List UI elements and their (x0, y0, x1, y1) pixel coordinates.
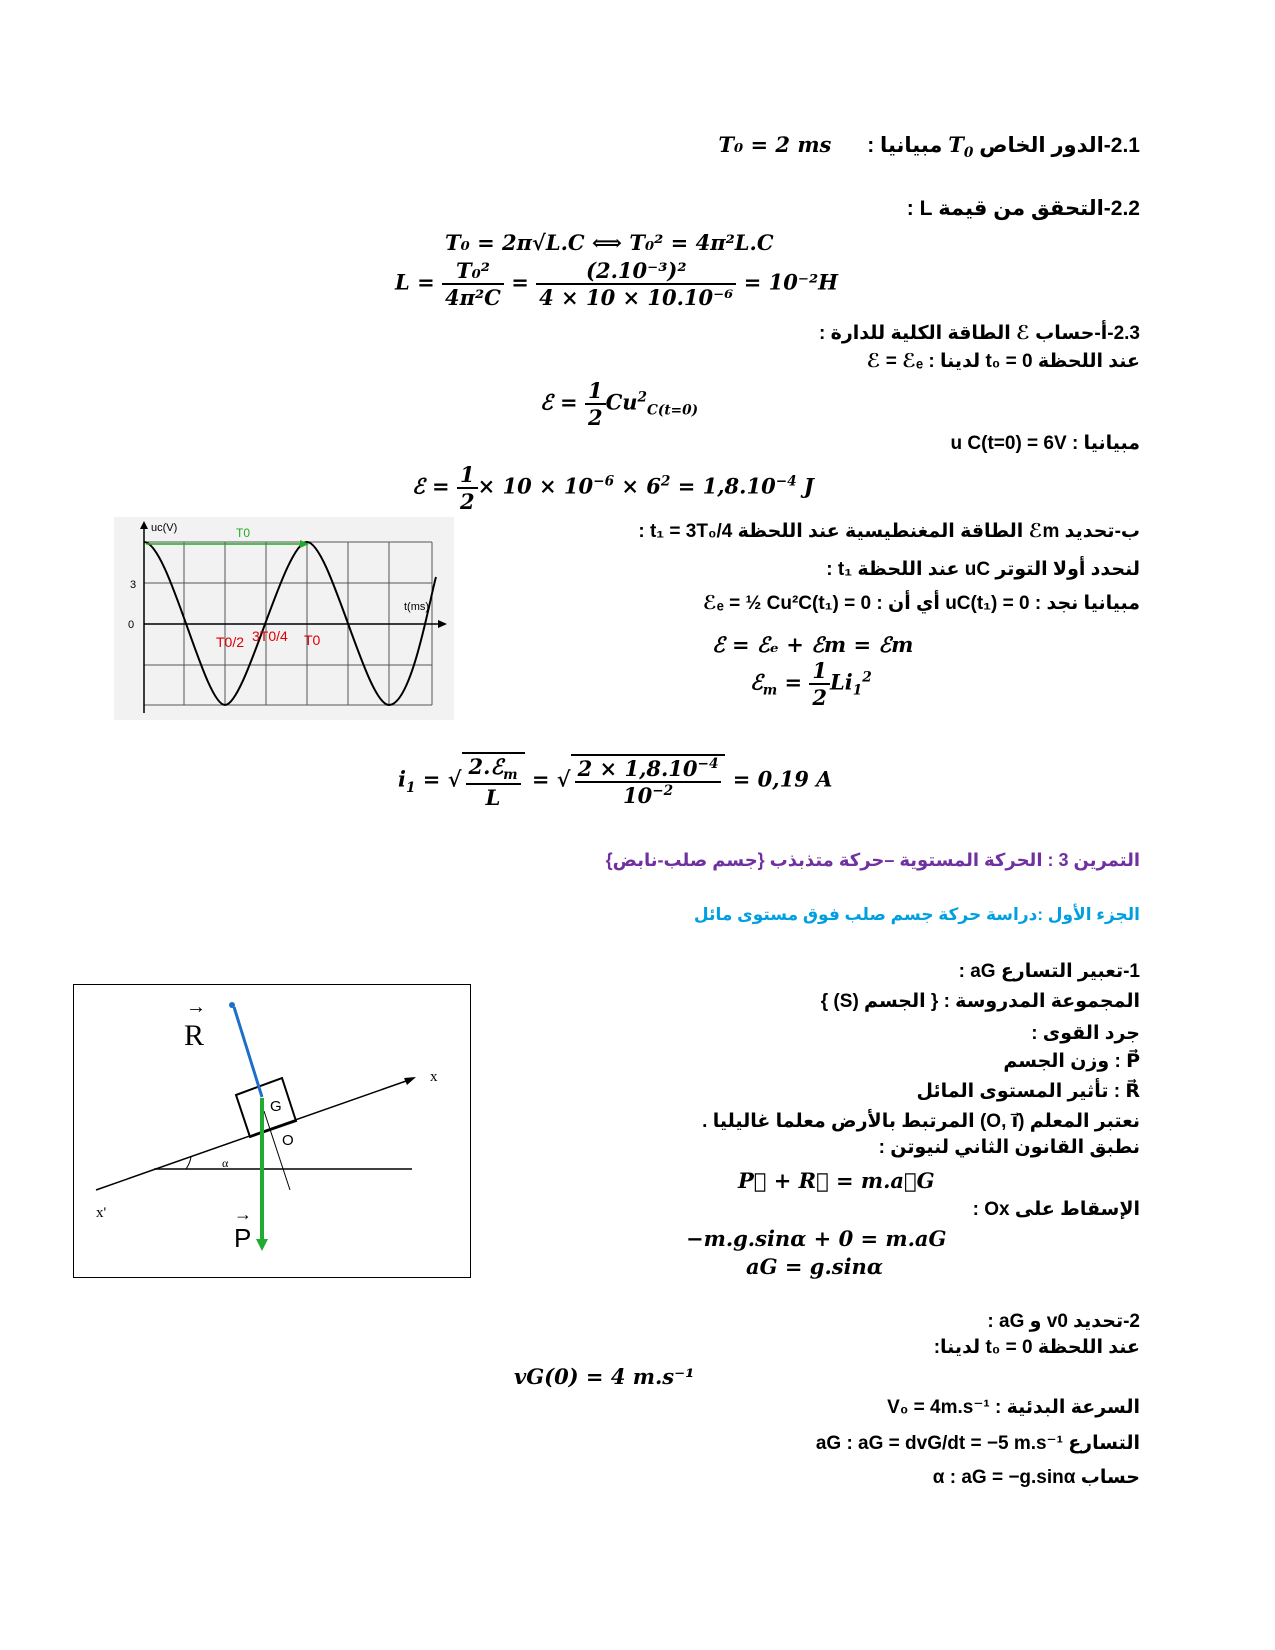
q2-initial-instant: عند اللحظة t₀ = 0 لدينا: (933, 1337, 1140, 1358)
acceleration-value-line: التسارع aG : aG = dvG/dt = −5 m.s⁻¹ (815, 1433, 1140, 1454)
part-1-title: الجزء الأول :دراسة حركة جسم صلب فوق مستوى مائل (693, 905, 1140, 924)
voltage-zero-line: مبيانيا نجد : uC(t₁) = 0 أي أن : ℰₑ = ½ Cu²C(t₁) = 0 (702, 593, 1140, 614)
exercise-3-title: التمرين 3 : الحركة المستوية –حركة متذبذب {جسم صلب-نابض} (605, 850, 1140, 870)
total-energy-formula: ℰ = $\frac{1}{2}$ $Cu^2_{C(t=0)}$ (540, 378, 699, 430)
inductance-calculation: L = $\frac{\text{T₀²}}{\text{4π²C}}$ = $\frac{\text{(2.10⁻³)²}}{\text{4 × 10 × 10.10⁻⁶}}$ = 10⁻²H (395, 258, 839, 310)
center-g-label: G (270, 1098, 282, 1115)
mark-half-period: T0/2 (216, 634, 245, 650)
voltage-at-t1-line: لنحدد أولا التوتر uC عند اللحظة t₁ : (826, 559, 1140, 580)
x-axis-label: t(ms) (404, 601, 430, 613)
initial-instant-line: عند اللحظة t₀ = 0 لدينا : ℰ = ℰₑ (866, 351, 1140, 372)
weight-label: P (234, 1223, 252, 1253)
mark-three-quarter-period: 3T0/4 (252, 628, 288, 644)
reaction-label: R (184, 1019, 205, 1052)
initial-velocity-formula: vG(0) = 4 m.s⁻¹ (514, 1364, 695, 1389)
alpha-calculation-line: حساب α : aG = −g.sinα (932, 1467, 1140, 1488)
section-2-2-label: 2.2-التحقق من قيمة L : (906, 197, 1140, 220)
alpha-label: α (222, 1156, 229, 1170)
section-2-3-b-label: ب-تحديد ℰm الطاقة المغنطيسية عند اللحظة t₁ = 3T₀/4 : (638, 521, 1140, 542)
mark-period: T0 (304, 632, 321, 648)
weight-force: P⃗ : وزن الجسم (1003, 1051, 1140, 1072)
section-2-1-line (718, 132, 1140, 161)
graph-reading-line: مبيانيا : u C(t=0) = 6V (950, 433, 1140, 454)
section-2-1-label: 2.1-الدور الخاص $T_0$ مبيانيا : (867, 132, 1140, 162)
q2-label: 2-تحديد v0 و aG : (987, 1311, 1140, 1332)
acceleration-result: aG = g.sinα (746, 1254, 883, 1279)
studied-system: المجموعة المدروسة : { الجسم (S) } (820, 991, 1140, 1012)
x-axis-letter: x (430, 1069, 438, 1085)
voltage-graph (114, 517, 454, 720)
initial-speed-line: السرعة البدئية : V₀ = 4m.s⁻¹ (887, 1397, 1140, 1418)
tick-0: 0 (128, 619, 135, 631)
origin-o-label: O (282, 1132, 294, 1149)
reaction-force: R⃗ : تأثير المستوى المائل (916, 1081, 1140, 1102)
tick-3: 3 (130, 579, 137, 591)
q1-label: 1-تعبير التسارع aG : (958, 961, 1140, 982)
newton-equation: P⃗ + R⃗ = m.a⃗G (738, 1168, 935, 1193)
section-2-1-formula: T₀ = 2 ms (718, 132, 832, 157)
total-energy-value: ℰ = $\frac{1}{2}$ × $10 \times 10^{-6} \times 6^2 = 1,8.10^{-4}$ J (412, 462, 814, 514)
energy-sum-line: ℰ = ℰₑ + ℰm = ℰm (712, 632, 914, 657)
period-top-label: T0 (236, 526, 251, 540)
projection-ox: الإسقاط على Ox : (972, 1199, 1140, 1220)
svg-text:→: → (186, 996, 206, 1018)
newton-law: نطبق القانون الثاني لنيوتن : (878, 1137, 1140, 1158)
period-relation: T₀ = 2π√L.C ⟺ T₀² = 4π²L.C (445, 230, 774, 255)
current-i1-calculation: $i_1$ = √ $\frac{2.ℰ_m}{L}$ = √ $\frac{2 \times 1,8.10^{-4}}{10^{-2}}$ = 0,19 A (398, 754, 833, 811)
magnetic-energy-formula: ℰ$_m$ = $\frac{1}{2}$ $Li_1^2$ (750, 658, 872, 710)
reference-frame: نعتبر المعلم (O, i⃗) المرتبط بالأرض معلما غاليليا . (702, 1111, 1140, 1132)
inclined-plane-figure (73, 984, 471, 1278)
projected-equation: −m.g.sinα + 0 = m.aG (686, 1226, 947, 1251)
forces-inventory: جرد القوى : (1031, 1023, 1140, 1044)
section-2-3-label: 2.3-أ-حساب ℰ الطاقة الكلية للدارة : (819, 323, 1140, 344)
y-axis-label: uc(V) (151, 522, 178, 534)
svg-text:→: → (234, 1204, 252, 1224)
x-prime-letter: x' (96, 1205, 107, 1221)
